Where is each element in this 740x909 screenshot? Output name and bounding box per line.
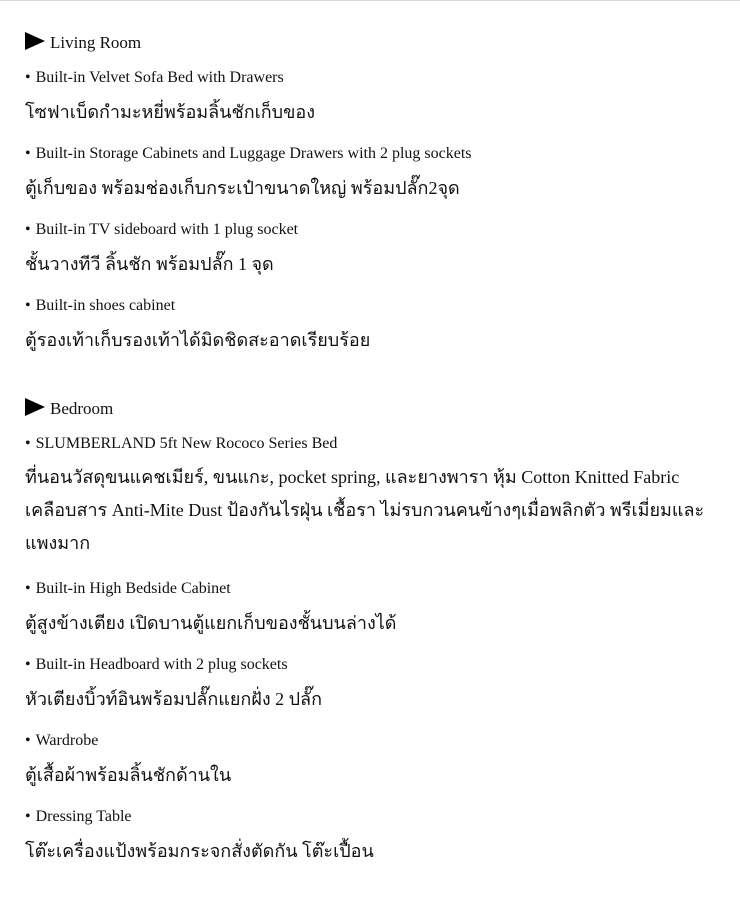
item-english: • Built-in High Bedside Cabinet — [25, 580, 231, 597]
play-triangle-icon — [25, 398, 45, 416]
item-english: • Built-in shoes cabinet — [25, 297, 176, 314]
item-english: • Wardrobe — [25, 732, 99, 749]
bullet-icon: • — [25, 656, 31, 673]
item-english: • Built-in Velvet Sofa Bed with Drawers — [25, 69, 284, 86]
bullet-icon: • — [25, 69, 31, 86]
item-thai: ตู้สูงข้างเตียง เปิดบานตู้แยกเก็บของชั้นบนล่างได้ — [25, 613, 397, 633]
bullet-icon: • — [25, 580, 31, 597]
bullet-icon: • — [25, 732, 31, 749]
section-heading — [25, 396, 725, 422]
item-english: • SLUMBERLAND 5ft New Rococo Series Bed — [25, 435, 338, 452]
item-thai: โต๊ะเครื่องแป้งพร้อมกระจกสั่งตัดกัน โต๊ะเปื้อน — [25, 841, 374, 861]
bullet-icon: • — [25, 221, 31, 238]
item-english: • Dressing Table — [25, 808, 132, 825]
section-title: Living Room — [50, 33, 142, 52]
section-bedroom — [25, 396, 725, 864]
section-heading — [25, 30, 725, 56]
item-thai: ตู้รองเท้าเก็บรองเท้าได้มิดชิดสะอาดเรียบร้อย — [25, 330, 371, 350]
item-thai: ตู้เสื้อผ้าพร้อมลิ้นชักด้านใน — [25, 765, 232, 785]
item-thai: ตู้เก็บของ พร้อมช่องเก็บกระเป๋าขนาดใหญ่ พร้อมปลั๊ก2จุด — [25, 178, 460, 198]
item-english: • Built-in TV sideboard with 1 plug socket — [25, 221, 299, 238]
section-title: Bedroom — [50, 399, 114, 418]
section-living-room — [25, 30, 725, 353]
item-thai: ชั้นวางทีวี ลิ้นชัก พร้อมปลั๊ก 1 จุด — [25, 254, 274, 274]
bullet-icon: • — [25, 297, 31, 314]
item-english: • Built-in Headboard with 2 plug sockets — [25, 656, 288, 673]
amenities-document — [25, 30, 725, 864]
item-english: • Built-in Storage Cabinets and Luggage Drawers with 2 plug sockets — [25, 145, 472, 162]
top-divider — [0, 0, 740, 1]
item-thai: หัวเตียงบิ้วท์อินพร้อมปลั๊กแยกฝั่ง 2 ปลั๊ก — [25, 689, 322, 709]
item-thai: ที่นอนวัสดุขนแคชเมียร์, ขนแกะ, pocket spring, และยางพารา หุ้ม Cotton Knitted Fabric เคลือบสาร Anti-Mite Dust ป้องกันไรฝุ่น เชื้อรา ไม่รบกวนคนข้างๆเมื่อพลิกตัว พรีเมี่ยมและแพงมาก — [25, 467, 705, 553]
item-thai: โซฟาเบ็ดกำมะหยี่พร้อมลิ้นชักเก็บของ — [25, 102, 315, 122]
play-triangle-icon — [25, 32, 45, 50]
bullet-icon: • — [25, 808, 31, 825]
bullet-icon: • — [25, 145, 31, 162]
bullet-icon: • — [25, 435, 31, 452]
